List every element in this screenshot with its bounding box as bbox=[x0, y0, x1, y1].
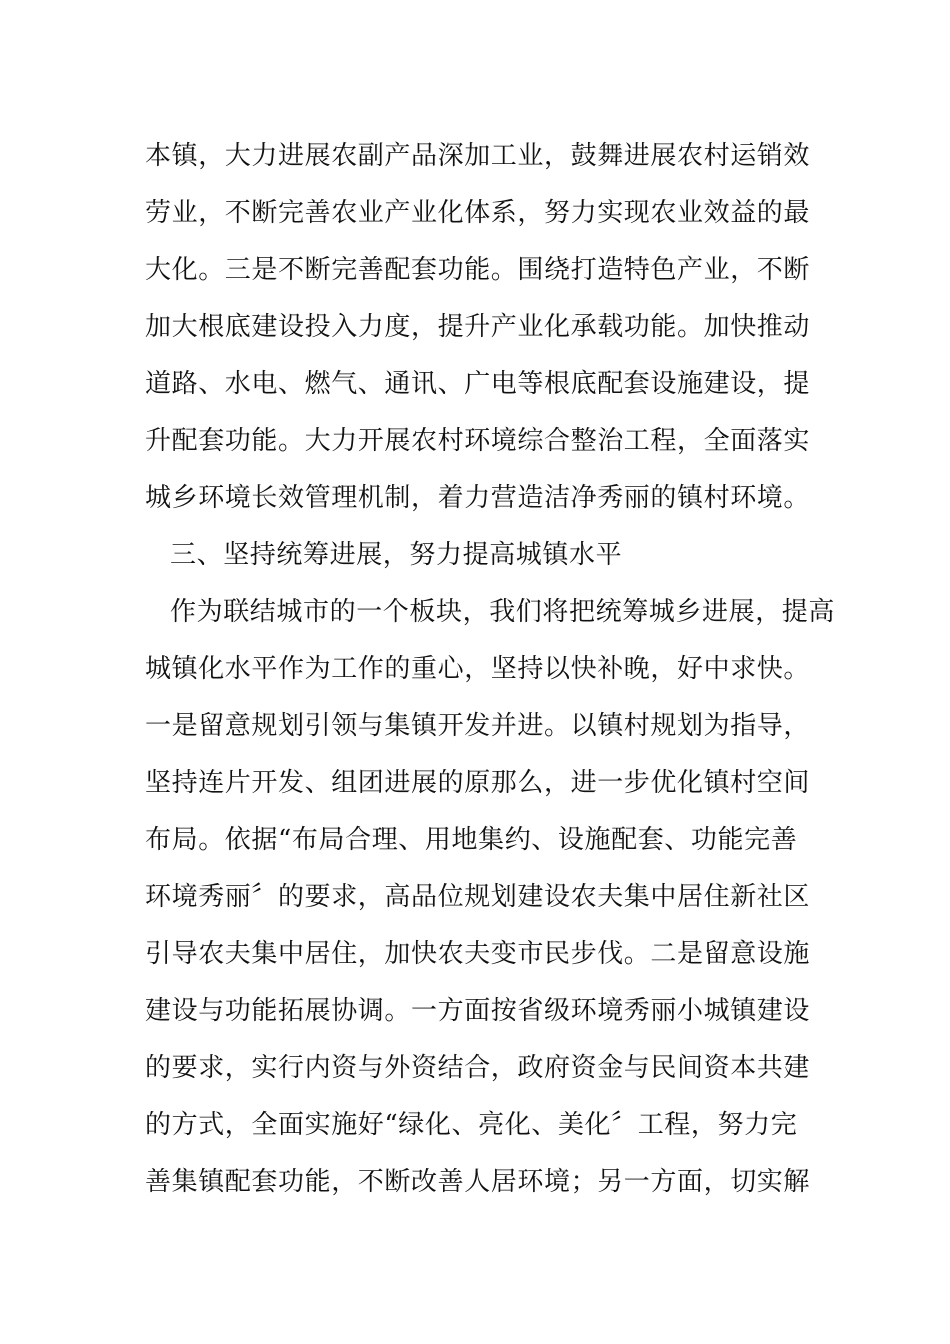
text-line: 道路、水电、燃气、通讯、广电等根底配套设施建设，提 bbox=[145, 369, 811, 399]
text-line: 善集镇配套功能，不断改善人居环境；另一方面，切实解 bbox=[145, 1167, 811, 1197]
text-line: 一是留意规划引领与集镇开发并进。以镇村规划为指导， bbox=[145, 711, 811, 741]
text-line: 布局。依据“布局合理、用地集约、设施配套、功能完善 bbox=[145, 825, 798, 855]
text-line: 大化。三是不断完善配套功能。围绕打造特色产业，不断 bbox=[145, 255, 811, 285]
text-line: 作为联结城市的一个板块，我们将把统筹城乡进展，提高 bbox=[170, 597, 836, 627]
text-line: 的方式，全面实施好“绿化、亮化、美化〞工程，努力完 bbox=[145, 1110, 798, 1140]
text-line: 坚持连片开发、组团进展的原那么，进一步优化镇村空间 bbox=[145, 768, 811, 798]
text-line: 劳业，不断完善农业产业化体系，努力实现农业效益的最 bbox=[145, 198, 811, 228]
text-line: 本镇，大力进展农副产品深加工业，鼓舞进展农村运销效 bbox=[145, 141, 811, 171]
text-line: 城乡环境长效管理机制，着力营造洁净秀丽的镇村环境。 bbox=[145, 483, 811, 513]
text-line: 引导农夫集中居住，加快农夫变市民步伐。二是留意设施 bbox=[145, 939, 811, 969]
text-line: 加大根底建设投入力度，提升产业化承载功能。加快推动 bbox=[145, 312, 811, 342]
text-line: 升配套功能。大力开展农村环境综合整治工程，全面落实 bbox=[145, 426, 811, 456]
text-line: 城镇化水平作为工作的重心，坚持以快补晚，好中求快。 bbox=[145, 654, 811, 684]
text-line: 建设与功能拓展协调。一方面按省级环境秀丽小城镇建设 bbox=[145, 996, 811, 1026]
section-heading: 三、坚持统筹进展，努力提高城镇水平 bbox=[170, 540, 623, 570]
text-line: 的要求，实行内资与外资结合，政府资金与民间资本共建 bbox=[145, 1053, 811, 1083]
text-line: 环境秀丽〞的要求，高品位规划建设农夫集中居住新社区 bbox=[145, 882, 811, 912]
